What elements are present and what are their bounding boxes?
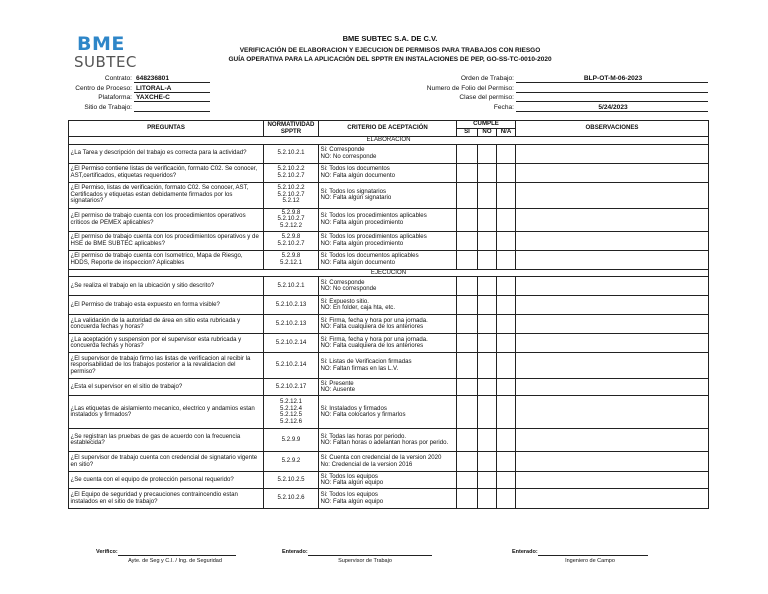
info-row-fecha bbox=[400, 102, 708, 111]
cumple-si-cell[interactable] bbox=[457, 277, 478, 296]
table-body bbox=[69, 137, 709, 509]
question-cell: ¿El supervisor de trabajo firmo las listas de verificacion al recibir la responsabilidad de los trabajos posterior a la revalidacion del permiso? bbox=[69, 353, 264, 379]
criterio-cell: Si: Expuesto sitio. NO: En folder, caja hta, etc. bbox=[319, 296, 457, 315]
cumple-na-cell[interactable] bbox=[497, 353, 516, 379]
criterio-cell: Si: Todos los equipos NO: Falta algún equipo bbox=[319, 472, 457, 489]
signature-line[interactable] bbox=[118, 550, 236, 556]
col-header-cumple: CUMPLE bbox=[457, 121, 516, 129]
observaciones-cell[interactable] bbox=[516, 277, 709, 296]
contrato-label: Contrato: bbox=[104, 75, 132, 83]
question-cell: ¿Se realiza el trabajo en la ubicación y sitio descrito? bbox=[69, 277, 264, 296]
signature-line[interactable] bbox=[538, 550, 648, 556]
table-row bbox=[69, 296, 709, 315]
criterio-cell: Si: Corresponde NO: No corresponde bbox=[319, 144, 457, 163]
cumple-na-cell[interactable] bbox=[497, 379, 516, 396]
cumple-no-cell[interactable] bbox=[478, 396, 497, 429]
info-row-plataforma bbox=[68, 93, 210, 102]
criterio-cell: Si: Firma, fecha y hora por una jornada. NO: Falta cualquiera de los anteriores bbox=[319, 315, 457, 334]
criterio-cell: Si: Instalados y firmados NO: Falta colocarlos y firmarlos bbox=[319, 396, 457, 429]
normatividad-cell: 5.2.9.8 5.2.12.1 bbox=[264, 250, 319, 269]
table-row bbox=[69, 144, 709, 163]
criterio-cell: Si: Todos los procedimientos aplicables NO: Falta algún procedimiento bbox=[319, 208, 457, 231]
signature-enterado-supervisor bbox=[282, 548, 432, 556]
cumple-si-cell[interactable] bbox=[457, 429, 478, 452]
sitio-label: Sitio de Trabajo: bbox=[84, 103, 132, 111]
normatividad-cell: 5.2.10.2.1 bbox=[264, 144, 319, 163]
table-row bbox=[69, 277, 709, 296]
normatividad-cell: 5.2.9.2 bbox=[264, 452, 319, 472]
observaciones-cell[interactable] bbox=[516, 429, 709, 452]
observaciones-cell[interactable] bbox=[516, 334, 709, 353]
folio-value bbox=[516, 84, 708, 93]
cumple-si-cell[interactable] bbox=[457, 250, 478, 269]
table-row bbox=[69, 452, 709, 472]
table-row bbox=[69, 429, 709, 452]
section-title: ELABORACION bbox=[69, 137, 709, 145]
section-row bbox=[69, 137, 709, 145]
cumple-si-cell[interactable] bbox=[457, 379, 478, 396]
question-cell: ¿La Tarea y descripción del trabajo es correcta para la actividad? bbox=[69, 144, 264, 163]
clase-label: Clase del permiso: bbox=[459, 94, 514, 102]
question-cell: ¿El supervisor de trabajo cuenta con credencial de signatario vigente en sitio? bbox=[69, 452, 264, 472]
observaciones-cell[interactable] bbox=[516, 353, 709, 379]
criterio-cell: Si: Todos los documentos aplicables NO: Falta algún documento bbox=[319, 250, 457, 269]
info-row-sitio bbox=[68, 102, 210, 111]
question-cell: ¿El permiso de trabajo cuenta con los procedimientos operativos críticos de PEMEX aplicables? bbox=[69, 208, 264, 231]
table-header-row bbox=[69, 121, 709, 129]
cumple-si-cell[interactable] bbox=[457, 208, 478, 231]
cumple-na-cell[interactable] bbox=[497, 315, 516, 334]
fecha-value: 5/24/2023 bbox=[516, 103, 708, 112]
cumple-na-cell[interactable] bbox=[497, 163, 516, 182]
criterio-cell: Si: Cuenta con credencial de la version 2020 No: Credencial de la version 2016 bbox=[319, 452, 457, 472]
logo-line-1: BME bbox=[77, 33, 125, 55]
centro-value: LITORAL-A bbox=[134, 84, 210, 93]
criterio-cell: Si: Firma, fecha y hora por una jornada. NO: Falta cualquiera de los anteriores bbox=[319, 334, 457, 353]
normatividad-cell: 5.2.9.8 5.2.10.2.7 bbox=[264, 231, 319, 250]
folio-label: Numero de Folio del Permiso: bbox=[426, 84, 514, 92]
question-cell: ¿La aceptación y suspension por el supervisor esta rubricada y concuerda fechas y horas? bbox=[69, 334, 264, 353]
criterio-cell: Si: Presente NO: Ausente bbox=[319, 379, 457, 396]
info-row-clase bbox=[400, 93, 708, 102]
signature-role-ingeniero: Ingeniero de Campo bbox=[565, 558, 615, 564]
signature-line[interactable] bbox=[308, 550, 432, 556]
cumple-no-cell[interactable] bbox=[478, 208, 497, 231]
plataforma-value: YAXCHE-C bbox=[134, 93, 210, 102]
cumple-no-cell[interactable] bbox=[478, 296, 497, 315]
cumple-no-cell[interactable] bbox=[478, 353, 497, 379]
cumple-na-cell[interactable] bbox=[497, 296, 516, 315]
col-header-criterio: CRITERIO DE ACEPTACIÓN bbox=[319, 121, 457, 137]
table-row bbox=[69, 489, 709, 509]
normatividad-cell: 5.2.10.2.13 bbox=[264, 315, 319, 334]
normatividad-cell: 5.2.10.2.5 bbox=[264, 472, 319, 489]
cumple-si-cell[interactable] bbox=[457, 296, 478, 315]
cumple-no-cell[interactable] bbox=[478, 315, 497, 334]
signature-label: Enterado: bbox=[282, 549, 308, 555]
observaciones-cell[interactable] bbox=[516, 379, 709, 396]
table-row bbox=[69, 163, 709, 182]
question-cell: ¿Se cuenta con el equipo de protección personal requerido? bbox=[69, 472, 264, 489]
cumple-no-cell[interactable] bbox=[478, 429, 497, 452]
cumple-si-cell[interactable] bbox=[457, 472, 478, 489]
question-cell: ¿El permiso de trabajo cuenta con Isometrico, Mapa de Riesgo, HDDS, Reporte de inspeccion? Aplicables bbox=[69, 250, 264, 269]
verification-table bbox=[68, 120, 709, 509]
section-title: EJECUCION bbox=[69, 269, 709, 277]
cumple-si-cell[interactable] bbox=[457, 452, 478, 472]
centro-label: Centro de Proceso: bbox=[75, 84, 132, 92]
normatividad-cell: 5.2.10.2.1 bbox=[264, 277, 319, 296]
criterio-cell: Si: Todos los equipos NO: Falta algún equipo bbox=[319, 489, 457, 509]
normatividad-cell: 5.2.10.2.14 bbox=[264, 334, 319, 353]
cumple-no-cell[interactable] bbox=[478, 334, 497, 353]
cumple-no-cell[interactable] bbox=[478, 250, 497, 269]
cumple-na-cell[interactable] bbox=[497, 182, 516, 208]
normatividad-cell: 5.2.10.2.2 5.2.10.2.7 5.2.12 bbox=[264, 182, 319, 208]
normatividad-cell: 5.2.10.2.13 bbox=[264, 296, 319, 315]
criterio-cell: Si: Corresponde NO: No corresponde bbox=[319, 277, 457, 296]
cumple-si-cell[interactable] bbox=[457, 489, 478, 509]
cumple-no-cell[interactable] bbox=[478, 277, 497, 296]
observaciones-cell[interactable] bbox=[516, 296, 709, 315]
signature-enterado-ingeniero bbox=[512, 548, 648, 556]
orden-value: BLP-OT-M-06-2023 bbox=[516, 74, 708, 83]
company-logo bbox=[74, 33, 137, 71]
col-header-no: NO bbox=[478, 129, 497, 137]
cumple-no-cell[interactable] bbox=[478, 144, 497, 163]
observaciones-cell[interactable] bbox=[516, 144, 709, 163]
cumple-na-cell[interactable] bbox=[497, 396, 516, 429]
document-title: VERIFICACIÓN DE ELABORACION Y EJECUCION DE PERMISOS PARA TRABAJOS CON RIESGO bbox=[239, 47, 541, 54]
signature-label: Verifico: bbox=[96, 549, 118, 555]
table-row bbox=[69, 182, 709, 208]
cumple-na-cell[interactable] bbox=[497, 472, 516, 489]
sitio-value bbox=[134, 103, 210, 112]
table-row bbox=[69, 208, 709, 231]
question-cell: ¿El Permiso, listas de verificación, formato C02. Se conocer, AST, Certificados y etiquetas estan debidamente firmados por los signatarios? bbox=[69, 182, 264, 208]
cumple-si-cell[interactable] bbox=[457, 334, 478, 353]
info-row-orden bbox=[400, 74, 708, 83]
normatividad-cell: 5.2.10.2.2 5.2.10.2.7 bbox=[264, 163, 319, 182]
fecha-label: Fecha: bbox=[493, 103, 514, 111]
cumple-na-cell[interactable] bbox=[497, 250, 516, 269]
question-cell: ¿La validación de la autoridad de área en sitio esta rubricada y concuerda fechas y horas? bbox=[69, 315, 264, 334]
observaciones-cell[interactable] bbox=[516, 396, 709, 429]
criterio-cell: Si: Todos los documentos NO: Falta algún documento bbox=[319, 163, 457, 182]
section-row bbox=[69, 269, 709, 277]
document-subtitle: GUÍA OPERATIVA PARA LA APLICACIÓN DEL SPPTR EN INSTALACIONES DE PEP, GO-SS-TC-0010-2020 bbox=[228, 56, 552, 63]
cumple-no-cell[interactable] bbox=[478, 489, 497, 509]
normatividad-cell: 5.2.10.2.6 bbox=[264, 489, 319, 509]
cumple-no-cell[interactable] bbox=[478, 182, 497, 208]
cumple-na-cell[interactable] bbox=[497, 277, 516, 296]
table-row bbox=[69, 250, 709, 269]
normatividad-cell: 5.2.9.8 5.2.10.2.7 5.2.12.2 bbox=[264, 208, 319, 231]
table-row bbox=[69, 315, 709, 334]
observaciones-cell[interactable] bbox=[516, 182, 709, 208]
cumple-no-cell[interactable] bbox=[478, 379, 497, 396]
criterio-cell: Si: Todas las horas por periodo. NO: Faltan horas o adelantan horas por perido. bbox=[319, 429, 457, 452]
col-header-normatividad: NORMATIVIDAD SPPTR bbox=[264, 121, 319, 137]
info-row-contrato bbox=[68, 74, 210, 83]
criterio-cell: Si: Todos los signatarios NO: Falta algún signatario bbox=[319, 182, 457, 208]
observaciones-cell[interactable] bbox=[516, 231, 709, 250]
info-right-block bbox=[400, 74, 708, 112]
signature-label: Enterado: bbox=[512, 549, 538, 555]
normatividad-cell: 5.2.10.2.14 bbox=[264, 353, 319, 379]
observaciones-cell[interactable] bbox=[516, 163, 709, 182]
question-cell: ¿El permiso de trabajo cuenta con los procedimientos operativos y de HSE de BME SUBTEC aplicables? bbox=[69, 231, 264, 250]
cumple-si-cell[interactable] bbox=[457, 182, 478, 208]
cumple-no-cell[interactable] bbox=[478, 452, 497, 472]
col-header-na: N/A bbox=[497, 129, 516, 137]
cumple-na-cell[interactable] bbox=[497, 452, 516, 472]
question-cell: ¿El Permiso contiene listas de verificación, formato C02. Se conocer, AST,certificados, etiquetas requeridos? bbox=[69, 163, 264, 182]
cumple-no-cell[interactable] bbox=[478, 163, 497, 182]
question-cell: ¿Las etiquetas de aislamiento mecanico, electrico y andamios estan instalados y firmados? bbox=[69, 396, 264, 429]
question-cell: ¿Se registran las pruebas de gas de acuerdo con la frecuencia establecida? bbox=[69, 429, 264, 452]
cumple-no-cell[interactable] bbox=[478, 472, 497, 489]
info-left-block bbox=[68, 74, 210, 112]
plataforma-label: Plataforma: bbox=[98, 94, 132, 102]
table-row bbox=[69, 472, 709, 489]
cumple-si-cell[interactable] bbox=[457, 163, 478, 182]
question-cell: ¿El Permiso de trabajo esta expuesto en forma visible? bbox=[69, 296, 264, 315]
cumple-na-cell[interactable] bbox=[497, 231, 516, 250]
table-row bbox=[69, 231, 709, 250]
signature-role-seguridad: Ayte. de Seg y C.I. / Ing. de Seguridad bbox=[128, 558, 222, 564]
cumple-na-cell[interactable] bbox=[497, 208, 516, 231]
company-name: BME SUBTEC S.A. DE C.V. bbox=[342, 34, 438, 43]
cumple-na-cell[interactable] bbox=[497, 144, 516, 163]
info-row-folio bbox=[400, 83, 708, 92]
col-header-preguntas: PREGUNTAS bbox=[69, 121, 264, 137]
observaciones-cell[interactable] bbox=[516, 452, 709, 472]
signature-verifico bbox=[96, 548, 236, 556]
normatividad-cell: 5.2.9.9 bbox=[264, 429, 319, 452]
logo-line-2: SUBTEC bbox=[74, 53, 137, 71]
observaciones-cell[interactable] bbox=[516, 472, 709, 489]
cumple-si-cell[interactable] bbox=[457, 396, 478, 429]
normatividad-cell: 5.2.12.1 5.2.12.4 5.2.12.5 5.2.12.6 bbox=[264, 396, 319, 429]
cumple-si-cell[interactable] bbox=[457, 353, 478, 379]
question-cell: ¿Esta el supervisor en el sitio de trabajo? bbox=[69, 379, 264, 396]
cumple-no-cell[interactable] bbox=[478, 231, 497, 250]
cumple-na-cell[interactable] bbox=[497, 334, 516, 353]
col-header-si: SI bbox=[457, 129, 478, 137]
cumple-si-cell[interactable] bbox=[457, 315, 478, 334]
question-cell: ¿El Equipo de seguridad y precauciones contraincendio estan instalados en el sitio de trabajo? bbox=[69, 489, 264, 509]
signature-role-supervisor: Supervisor de Trabajo bbox=[338, 558, 392, 564]
observaciones-cell[interactable] bbox=[516, 208, 709, 231]
table-row bbox=[69, 396, 709, 429]
info-row-centro bbox=[68, 83, 210, 92]
observaciones-cell[interactable] bbox=[516, 489, 709, 509]
criterio-cell: Si: Todos los procedimientos aplicables NO: Falta algún procedimiento bbox=[319, 231, 457, 250]
cumple-si-cell[interactable] bbox=[457, 144, 478, 163]
cumple-na-cell[interactable] bbox=[497, 489, 516, 509]
table-row bbox=[69, 379, 709, 396]
observaciones-cell[interactable] bbox=[516, 250, 709, 269]
cumple-si-cell[interactable] bbox=[457, 231, 478, 250]
criterio-cell: Si: Listas de Verificacion firmadas NO: Faltan firmas en las L.V. bbox=[319, 353, 457, 379]
contrato-value: 648236801 bbox=[134, 74, 210, 83]
table-row bbox=[69, 353, 709, 379]
orden-label: Orden de Trabajo: bbox=[460, 75, 514, 83]
normatividad-cell: 5.2.10.2.17 bbox=[264, 379, 319, 396]
col-header-observaciones: OBSERVACIONES bbox=[516, 121, 709, 137]
observaciones-cell[interactable] bbox=[516, 315, 709, 334]
table-row bbox=[69, 334, 709, 353]
cumple-na-cell[interactable] bbox=[497, 429, 516, 452]
clase-value bbox=[516, 93, 708, 102]
